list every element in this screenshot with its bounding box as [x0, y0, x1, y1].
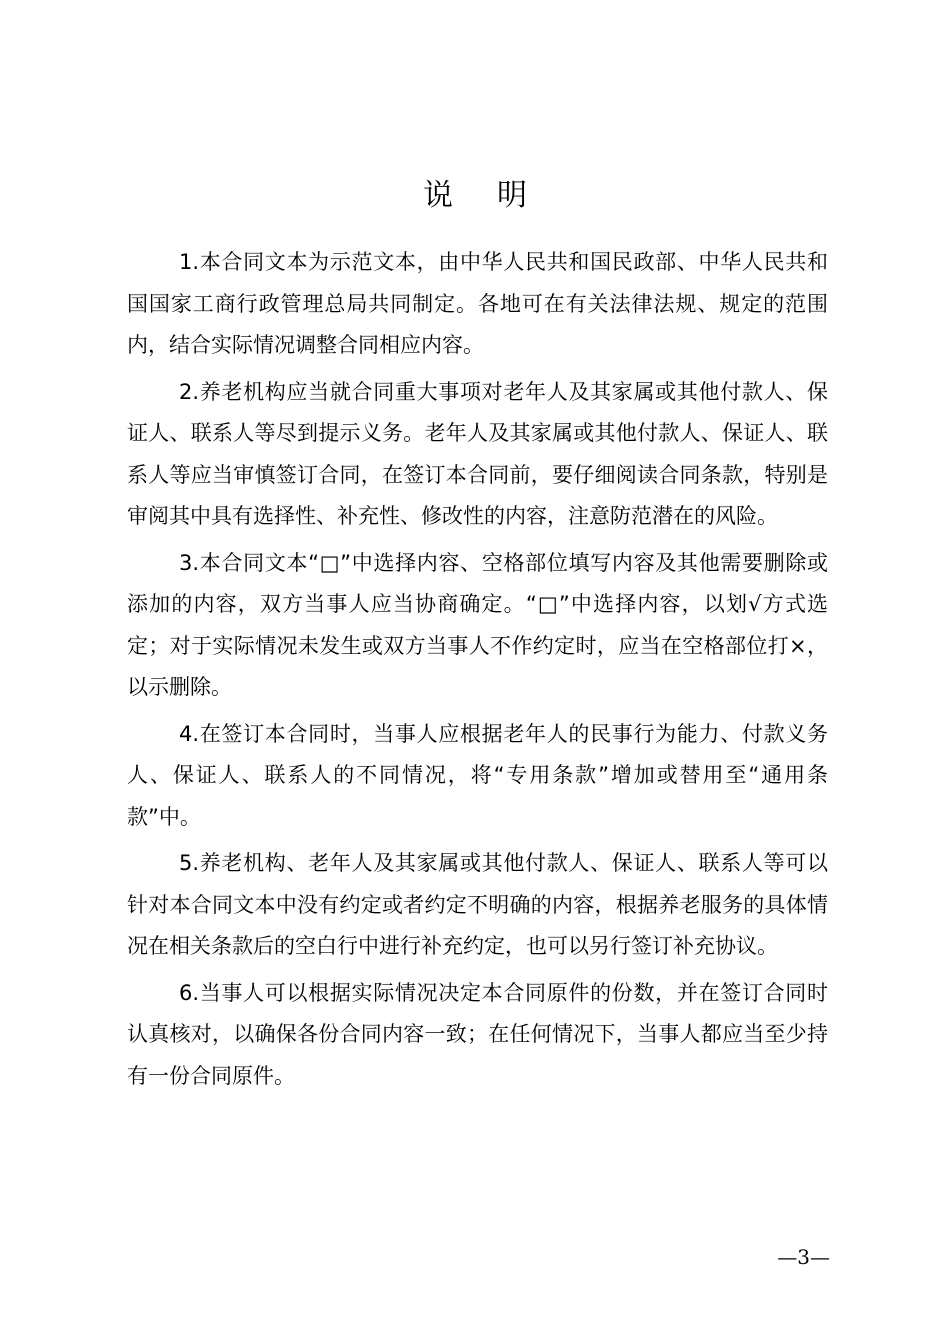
instruction-paragraph-1: 1.本合同文本为示范文本，由中华人民共和国民政部、中华人民共和国国家工商行政管理总局共同制定。各地可在有关法律法规、规定的范围内，结合实际情况调整合同相应内容。	[127, 250, 828, 357]
instructions-body	[127, 242, 828, 1102]
instruction-paragraph-2: 2.养老机构应当就合同重大事项对老年人及其家属或其他付款人、保证人、联系人等尽到提示义务。老年人及其家属或其他付款人、保证人、联系人等应当审慎签订合同，在签订本合同前，要仔细阅读合同条款，特别是审阅其中具有选择性、补充性、修改性的内容，注意防范潜在的风险。	[127, 379, 828, 528]
document-title: 说明	[423, 178, 571, 213]
instruction-paragraph-3: 3.本合同文本“□”中选择内容、空格部位填写内容及其他需要删除或添加的内容，双方当事人应当协商确定。“□”中选择内容，以划√方式选定；对于实际情况未发生或双方当事人不作约定时，应当在空格部位打×，以示删除。	[127, 550, 828, 699]
instruction-paragraph-5: 5.养老机构、老年人及其家属或其他付款人、保证人、联系人等可以针对本合同文本中没有约定或者约定不明确的内容，根据养老服务的具体情况在相关条款后的空白行中进行补充约定，也可以另行签订补充协议。	[127, 851, 828, 958]
instruction-paragraph-6: 6.当事人可以根据实际情况决定本合同原件的份数，并在签订合同时认真核对，以确保各份合同内容一致；在任何情况下，当事人都应当至少持有一份合同原件。	[127, 980, 828, 1088]
instruction-paragraph-4: 4.在签订本合同时，当事人应根据老年人的民事行为能力、付款义务人、保证人、联系人的不同情况，将“专用条款”增加或替用至“通用条款”中。	[127, 721, 828, 829]
page-number: —3—	[777, 1245, 830, 1269]
